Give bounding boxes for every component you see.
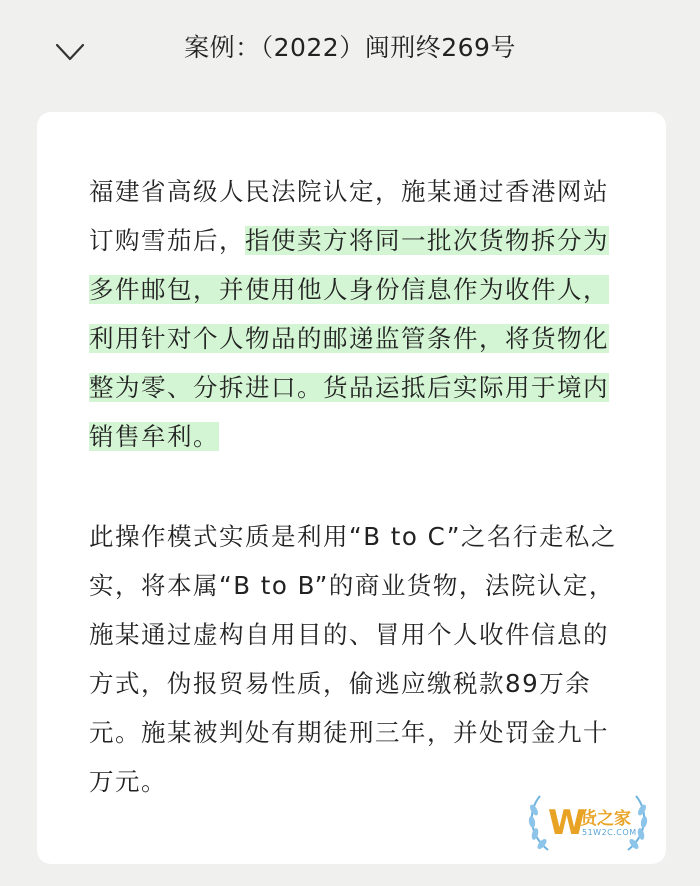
highlighted-text: 指使卖方将同一批次货物拆分为多件邮包，并使用他人身份信息作为收件人，利用针对个人物品的邮递监管条件，将货物化整为零、分拆进口。货品运抵后实际用于境内销售牟利。: [89, 226, 609, 451]
header: [0, 0, 700, 100]
paragraph-1-text: 福建省高级人民法院认定，施某通过香港网站订购雪茄后，: [89, 177, 609, 255]
paragraph-2: 此操作模式实质是利用“B to C”之名行走私之实，将本属“B to B”的商业货物，法院认定，施某通过虚构自用目的、冒用个人收件信息的方式，伪报贸易性质，偷逃应缴税款89万余元。施某被判处有期徒刑三年，并处罚金九十万元。: [89, 522, 617, 796]
watermark-logo-letter: W: [548, 803, 586, 843]
watermark-site: 51W2C.COM: [582, 828, 637, 837]
watermark: [518, 788, 658, 858]
page-title: 案例：（2022）闽刑终269号: [184, 33, 516, 62]
paragraph-1: [89, 167, 619, 461]
content-card: [37, 112, 666, 864]
watermark-brand: 货之家: [580, 809, 631, 829]
